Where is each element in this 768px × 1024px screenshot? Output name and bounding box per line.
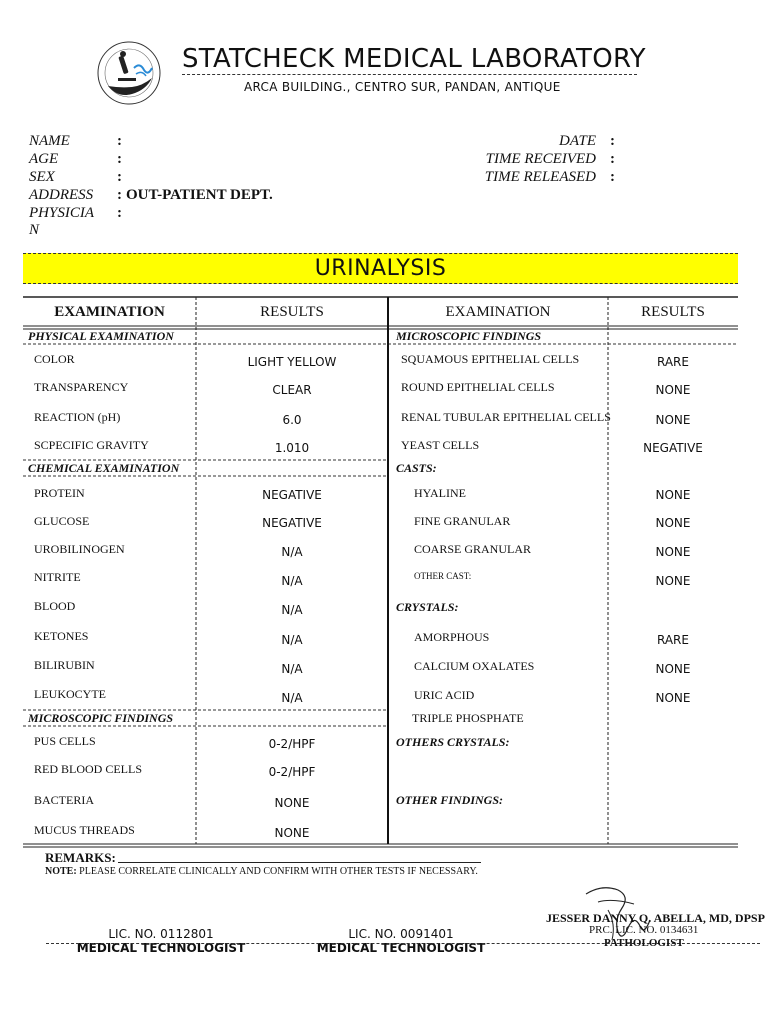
pus-cells-value: 0-2/HPF — [268, 737, 316, 751]
lab-address: ARCA BUILDING., CENTRO SUR, PANDAN, ANTIQUE — [244, 80, 561, 94]
physician-label: PHYSICIA — [29, 205, 94, 221]
col-examination-left: EXAMINATION — [54, 304, 165, 320]
address-label: ADDRESS — [29, 187, 94, 203]
bilirubin-value: N/A — [281, 662, 303, 676]
note-text: PLEASE CORRELATE CLINICALLY AND CONFIRM WITH OTHER TESTS IF NECESSARY. — [79, 866, 478, 877]
date-label: DATE — [559, 133, 596, 149]
mucus-threads-label: MUCUS THREADS — [34, 823, 135, 837]
transparency-label: TRANSPARENCY — [34, 380, 129, 394]
squamous-epithelial-value: RARE — [657, 355, 689, 369]
round-epithelial-label: ROUND EPITHELIAL CELLS — [401, 380, 555, 394]
glucose-label: GLUCOSE — [34, 514, 90, 528]
pus-cells-label: PUS CELLS — [34, 734, 96, 748]
sex-label: SEX — [29, 169, 55, 185]
note — [45, 866, 478, 877]
medtech2-license: LIC. NO. 0091401 — [348, 927, 454, 941]
remarks-line — [118, 862, 481, 863]
bacteria-value: NONE — [274, 796, 310, 810]
time-received-label: TIME RECEIVED — [485, 151, 596, 167]
microscopic-findings-left-title: MICROSCOPIC FINDINGS — [28, 711, 174, 725]
medtech1-license: LIC. NO. 0112801 — [108, 927, 214, 941]
nitrite-label: NITRITE — [34, 570, 81, 584]
address-colon: : — [117, 187, 122, 203]
blood-label: BLOOD — [34, 599, 76, 613]
glucose-value: NEGATIVE — [262, 516, 322, 530]
blood-value: N/A — [281, 603, 303, 617]
triple-phosphate-label: TRIPLE PHOSPHATE — [412, 711, 524, 725]
medtech1-role: MEDICAL TECHNOLOGIST — [76, 941, 246, 955]
physician-label-continued: N — [29, 222, 40, 238]
protein-label: PROTEIN — [34, 486, 85, 500]
red-blood-cells-value: 0-2/HPF — [268, 765, 316, 779]
col-results-left: RESULTS — [260, 304, 324, 320]
fine-granular-value: NONE — [655, 516, 691, 530]
calcium-oxalates-label: CALCIUM OXALATES — [414, 659, 535, 673]
amorphous-value: RARE — [657, 633, 689, 647]
note-label: NOTE: — [45, 866, 77, 877]
other-findings-title: OTHER FINDINGS: — [396, 793, 504, 807]
time-released-label: TIME RELEASED — [484, 169, 596, 185]
coarse-granular-label: COARSE GRANULAR — [414, 542, 532, 556]
name-label: NAME — [29, 133, 70, 149]
remarks-label: REMARKS: — [45, 850, 116, 865]
name-colon: : — [117, 133, 122, 149]
uric-acid-label: URIC ACID — [414, 688, 475, 702]
round-epithelial-value: NONE — [655, 383, 691, 397]
color-label: COLOR — [34, 352, 75, 366]
nitrite-value: N/A — [281, 574, 303, 588]
other-cast-label: OTHER CAST: — [414, 571, 472, 581]
color-value: LIGHT YELLOW — [247, 355, 337, 369]
ketones-label: KETONES — [34, 629, 89, 643]
bacteria-label: BACTERIA — [34, 793, 94, 807]
renal-tubular-label: RENAL TUBULAR EPITHELIAL CELLS — [401, 410, 611, 424]
yeast-cells-value: NEGATIVE — [643, 441, 703, 455]
leukocyte-value: N/A — [281, 691, 303, 705]
physical-exam-title: PHYSICAL EXAMINATION — [28, 329, 174, 343]
pathologist-name: JESSER DANNY Q. ABELLA, MD, DPSP — [546, 911, 765, 925]
reaction-value: 6.0 — [282, 413, 302, 427]
transparency-value: CLEAR — [272, 383, 312, 397]
ketones-value: N/A — [281, 633, 303, 647]
specific-gravity-label: SCPECIFIC GRAVITY — [34, 438, 149, 452]
renal-tubular-value: NONE — [655, 413, 691, 427]
address-value: OUT-PATIENT DEPT. — [126, 187, 273, 203]
microscopic-findings-right-title: MICROSCOPIC FINDINGS — [396, 329, 542, 343]
fine-granular-label: FINE GRANULAR — [414, 514, 511, 528]
lab-name: STATCHECK MEDICAL LABORATORY — [182, 44, 646, 74]
protein-value: NEGATIVE — [262, 488, 322, 502]
hyaline-label: HYALINE — [414, 486, 466, 500]
red-blood-cells-label: RED BLOOD CELLS — [34, 762, 142, 776]
leukocyte-label: LEUKOCYTE — [34, 687, 106, 701]
hyaline-value: NONE — [655, 488, 691, 502]
others-crystals-title: OTHERS CRYSTALS: — [396, 735, 510, 749]
coarse-granular-value: NONE — [655, 545, 691, 559]
time-received-colon: : — [610, 151, 615, 167]
casts-title: CASTS: — [396, 461, 437, 475]
pathologist-license: PRC. LIC. NO. 0134631 — [589, 924, 699, 936]
medtech2-role: MEDICAL TECHNOLOGIST — [316, 941, 486, 955]
time-released-colon: : — [610, 169, 615, 185]
col-results-right: RESULTS — [641, 304, 705, 320]
mucus-threads-value: NONE — [274, 826, 310, 840]
specific-gravity-value: 1.010 — [274, 441, 310, 455]
date-colon: : — [610, 133, 615, 149]
pathologist-role: PATHOLOGIST — [604, 937, 684, 949]
crystals-title: CRYSTALS: — [396, 600, 459, 614]
yeast-cells-label: YEAST CELLS — [401, 438, 480, 452]
report-title: URINALYSIS — [314, 256, 447, 281]
chemical-exam-title: CHEMICAL EXAMINATION — [28, 461, 180, 475]
urobilinogen-value: N/A — [281, 545, 303, 559]
sex-colon: : — [117, 169, 122, 185]
bilirubin-label: BILIRUBIN — [34, 658, 95, 672]
age-colon: : — [117, 151, 122, 167]
age-label: AGE — [29, 151, 59, 167]
physician-colon: : — [117, 205, 122, 221]
urobilinogen-label: UROBILINOGEN — [34, 542, 125, 556]
uric-acid-value: NONE — [655, 691, 691, 705]
col-examination-right: EXAMINATION — [445, 304, 551, 320]
amorphous-label: AMORPHOUS — [414, 630, 490, 644]
squamous-epithelial-label: SQUAMOUS EPITHELIAL CELLS — [401, 352, 580, 366]
calcium-oxalates-value: NONE — [655, 662, 691, 676]
other-cast-value: NONE — [655, 574, 691, 588]
reaction-label: REACTION (pH) — [34, 410, 121, 424]
